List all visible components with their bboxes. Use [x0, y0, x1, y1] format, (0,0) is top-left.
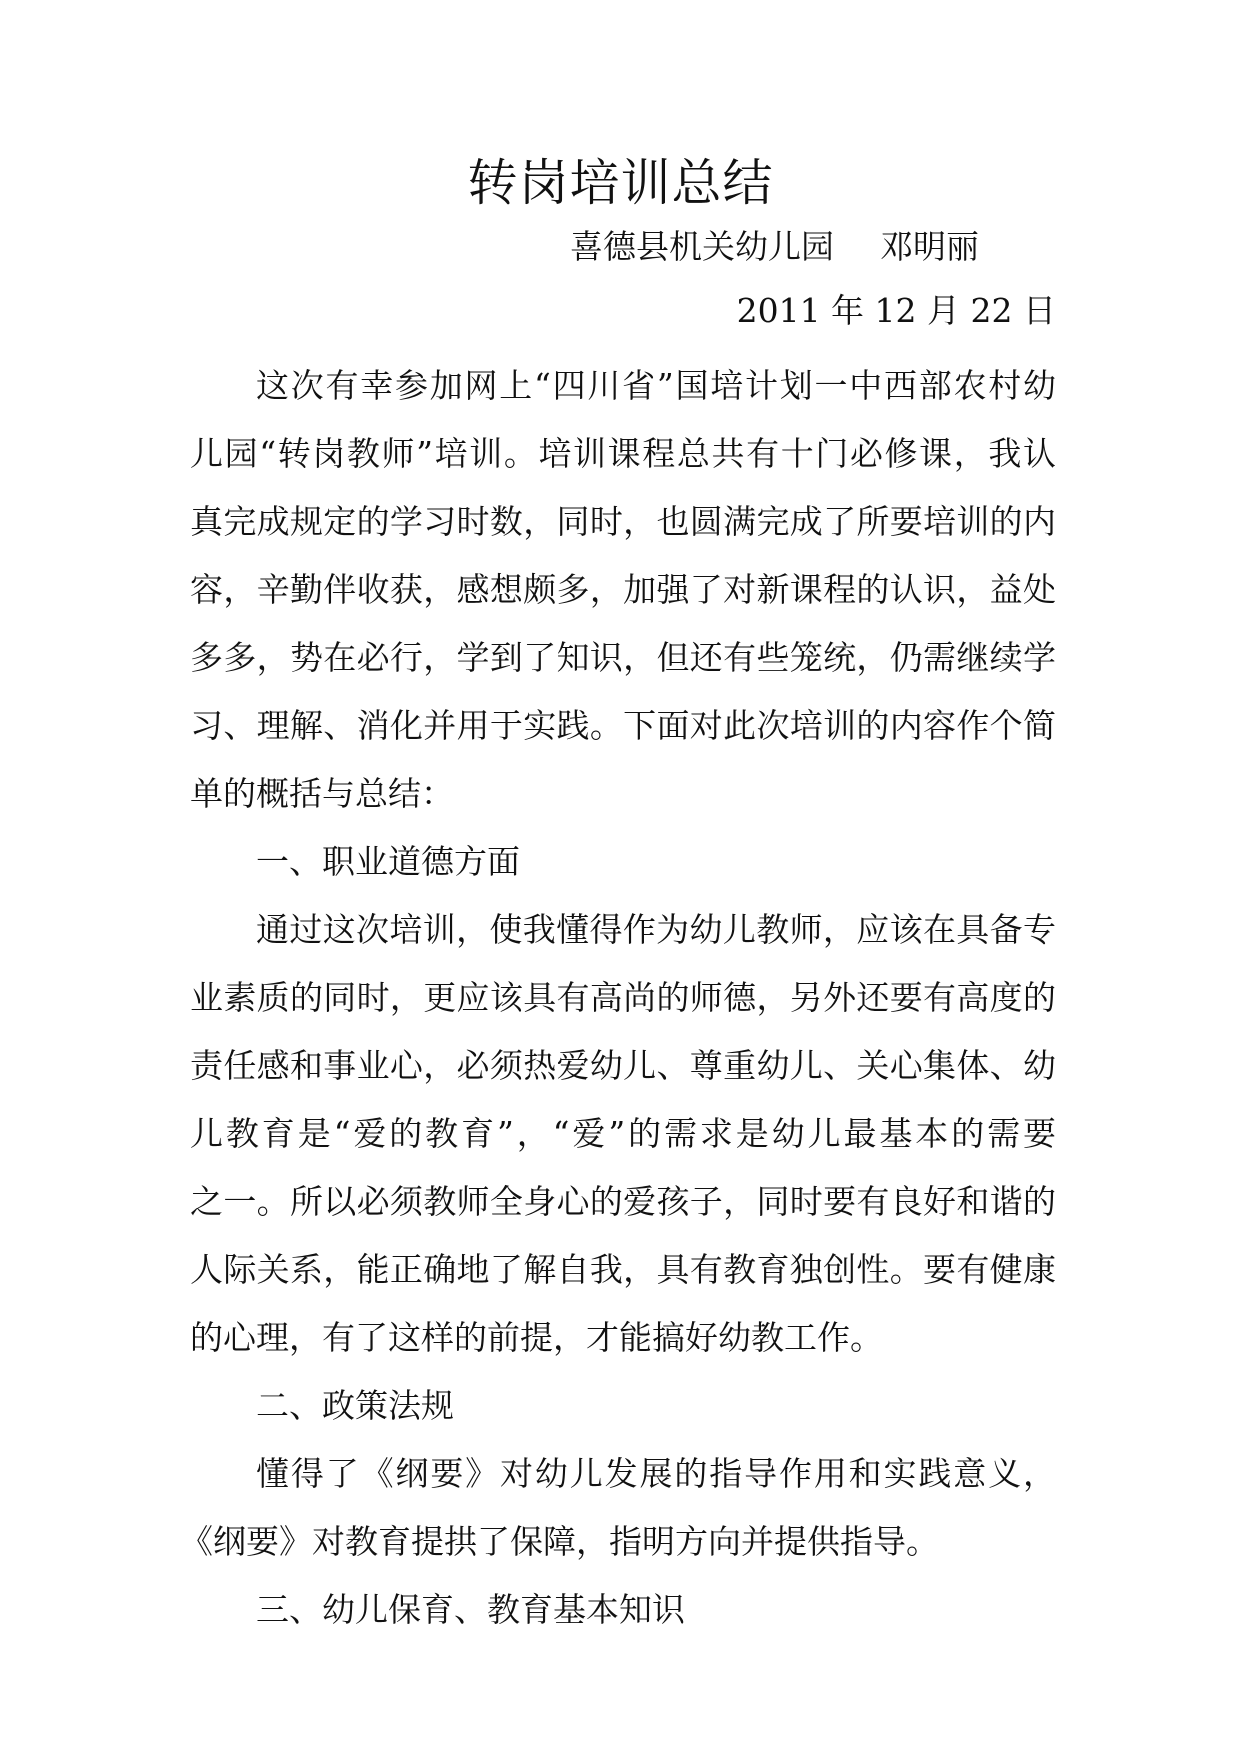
text-line: 儿教育是“爱的教育”，“爱”的需求是幼儿最基本的需要 — [190, 1114, 1056, 1153]
text-line: 的心理，有了这样的前提，才能搞好幼教工作。 — [190, 1318, 883, 1357]
text-line: 人际关系，能正确地了解自我，具有教育独创性。要有健康 — [190, 1250, 1056, 1289]
section2-paragraph — [180, 1440, 1056, 1576]
author-organization: 喜德县机关幼儿园 — [570, 227, 834, 266]
document-title: 转岗培训总结 — [467, 154, 774, 212]
document-date: 2011 年 12 月 22 日 — [736, 291, 1056, 330]
text-line: 这次有幸参加网上“四川省”国培计划一中西部农村幼 — [256, 366, 1056, 405]
text-line: 多多，势在必行，学到了知识，但还有些笼统，仍需继续学 — [190, 638, 1056, 677]
text-line: 儿园“转岗教师”培训。培训课程总共有十门必修课，我认 — [190, 434, 1056, 473]
section1-paragraph — [190, 896, 1056, 1372]
section-heading-3: 三、幼儿保育、教育基本知识 — [256, 1590, 685, 1629]
intro-paragraph — [190, 352, 1056, 828]
section-heading-1: 一、职业道德方面 — [256, 842, 520, 881]
text-line: 习、理解、消化并用于实践。下面对此次培训的内容作个简 — [190, 706, 1056, 745]
text-line: 《纲要》对教育提拱了保障，指明方向并提供指导。 — [180, 1522, 939, 1561]
author-name: 邓明丽 — [880, 227, 979, 266]
text-line: 通过这次培训，使我懂得作为幼儿教师，应该在具备专 — [256, 910, 1056, 949]
text-line: 之一。所以必须教师全身心的爱孩子，同时要有良好和谐的 — [190, 1182, 1056, 1221]
text-line: 懂得了《纲要》对幼儿发展的指导作用和实践意义， — [256, 1454, 1056, 1493]
text-line: 真完成规定的学习时数，同时，也圆满完成了所要培训的内 — [190, 502, 1056, 541]
text-line: 责任感和事业心，必须热爱幼儿、尊重幼儿、关心集体、幼 — [190, 1046, 1056, 1085]
author-line — [570, 224, 979, 270]
text-line: 单的概括与总结： — [190, 774, 454, 813]
document-body — [180, 352, 1056, 1644]
text-line: 业素质的同时，更应该具有高尚的师德，另外还要有高度的 — [190, 978, 1056, 1017]
section-heading-2: 二、政策法规 — [256, 1386, 454, 1425]
text-line: 容，辛勤伴收获，感想颇多，加强了对新课程的认识，益处 — [190, 570, 1056, 609]
